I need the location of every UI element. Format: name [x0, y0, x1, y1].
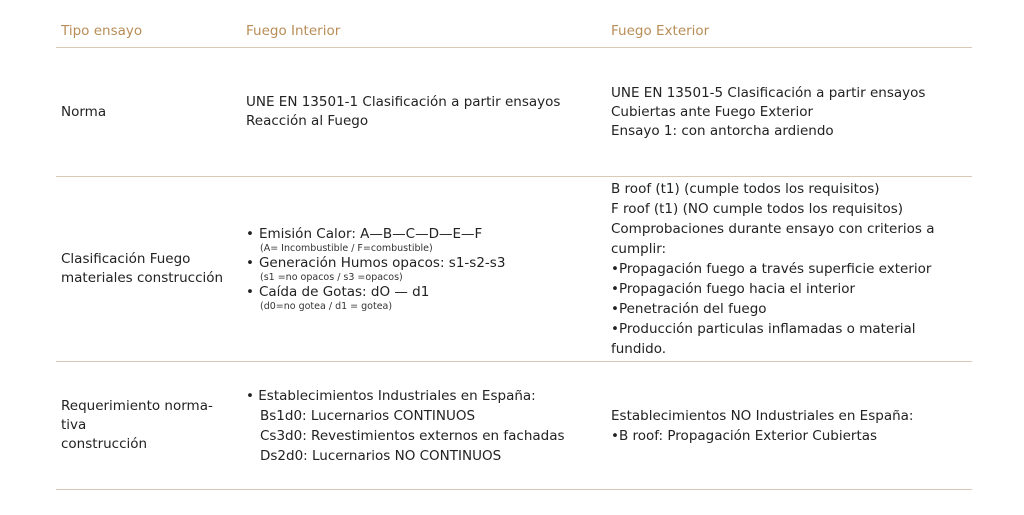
exterior-line: •Penetración del fuego [611, 301, 767, 317]
caida-gotas: • Caída de Gotas: dO — d1 [246, 284, 606, 301]
exterior-line: •Propagación fuego hacia el interior [611, 281, 856, 297]
header-row [56, 14, 972, 48]
norma-interior: UNE EN 13501-1 Clasificación a partir ensayos Reacción al Fuego [246, 94, 561, 129]
no-industriales: Establecimientos NO Industriales en España: •B roof: Propagación Exterior Cubiertas [611, 407, 914, 444]
label-norma: Norma [61, 103, 107, 120]
exterior-line: •Propagación fuego a través superficie exterior [611, 261, 932, 277]
norma-exterior: UNE EN 13501-5 Clasificación a partir ensayos Cubiertas ante Fuego Exterior Ensayo 1: con antorcha ardiendo [611, 84, 926, 139]
classification-table [56, 14, 972, 490]
exterior-line: •Producción particulas inflamadas o material fundido. [611, 321, 916, 357]
row-clasificacion [56, 177, 972, 362]
exterior-line: B roof (t1) (cumple todos los requisitos) [611, 181, 880, 197]
generacion-humos-note: (s1 =no opacos / s3 =opacos) [260, 271, 403, 283]
header-fuego-exterior: Fuego Exterior [611, 22, 710, 39]
emision-calor-note: (A= Incombustible / F=combustible) [260, 242, 433, 254]
label-requerimiento: Requerimiento norma- tiva construcción [61, 398, 213, 452]
label-clasificacion: Clasificación Fuego materiales construcción [61, 251, 224, 286]
exterior-line: F roof (t1) (NO cumple todos los requisitos) [611, 201, 904, 217]
industriales-title: • Establecimientos Industriales en España: [246, 387, 536, 404]
emision-calor: • Emisión Calor: A—B—C—D—E—F [246, 226, 606, 243]
row-requerimiento [56, 362, 972, 490]
generacion-humos: • Generación Humos opacos: s1-s2-s3 [246, 255, 606, 272]
header-tipo-ensayo: Tipo ensayo [61, 22, 143, 39]
row-norma [56, 48, 972, 177]
industriales-item: Cs3d0: Revestimientos externos en fachadas [260, 427, 565, 444]
header-fuego-interior: Fuego Interior [246, 22, 341, 39]
industriales-item: Ds2d0: Lucernarios NO CONTINUOS [260, 447, 502, 464]
bullet: • [246, 387, 259, 404]
caida-gotas-note: (d0=no gotea / d1 = gotea) [260, 300, 393, 312]
exterior-line: Comprobaciones durante ensayo con criterios a cumplir: [611, 221, 935, 257]
industriales-item: Bs1d0: Lucernarios CONTINUOS [260, 407, 476, 424]
